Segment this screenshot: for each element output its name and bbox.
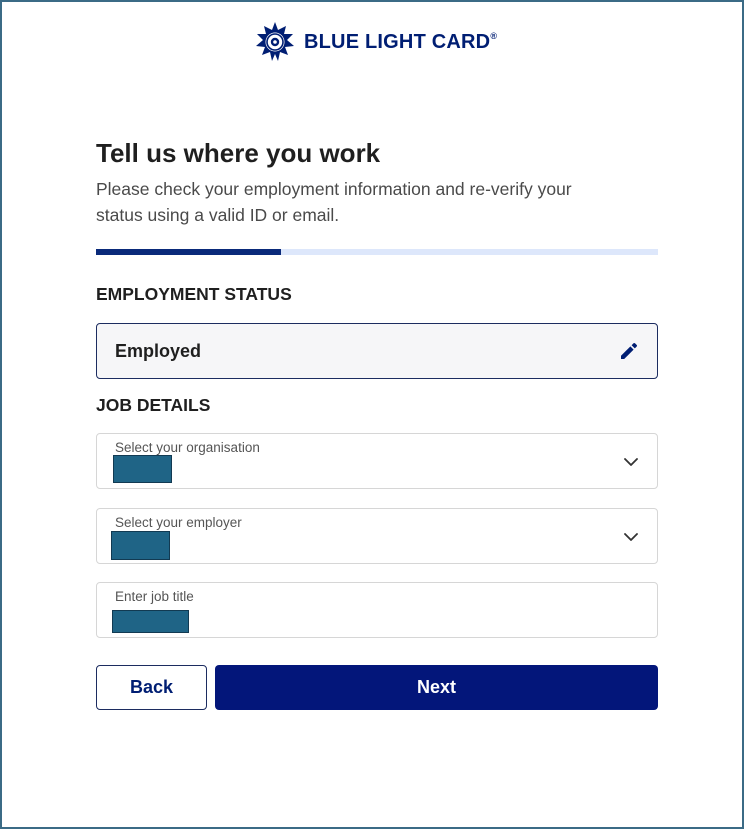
chevron-down-icon[interactable]	[623, 529, 639, 545]
blue-light-card-logo[interactable]	[254, 20, 497, 64]
progress-bar	[96, 249, 658, 255]
employer-select-label: Select your employer	[115, 515, 242, 530]
page-title: Tell us where you work	[96, 138, 381, 168]
brand-name: BLUE LIGHT CARD	[304, 30, 491, 53]
employment-status-heading: EMPLOYMENT STATUS	[96, 284, 292, 304]
redacted-employer-value	[111, 531, 170, 560]
redacted-organisation-value	[113, 455, 172, 483]
organisation-select[interactable]	[96, 433, 658, 489]
employer-select[interactable]	[96, 508, 658, 564]
page-subtitle	[96, 176, 658, 228]
next-button[interactable]: Next	[215, 665, 658, 710]
job-title-input-label: Enter job title	[115, 589, 194, 604]
subtitle-line-1: Please check your employment information and re-verify your	[96, 179, 572, 199]
page-header	[96, 136, 658, 228]
pencil-icon[interactable]	[619, 341, 639, 361]
job-title-input[interactable]	[96, 582, 658, 638]
chevron-down-icon[interactable]	[623, 454, 639, 470]
employment-status-value: Employed	[115, 340, 202, 361]
subtitle-line-2: status using a valid ID or email.	[96, 205, 340, 225]
progress-bar-fill	[96, 249, 281, 255]
job-details-heading: JOB DETAILS	[96, 395, 211, 415]
star-emblem-icon	[254, 21, 296, 63]
back-button[interactable]: Back	[96, 665, 207, 710]
employment-status-field[interactable]	[96, 323, 658, 379]
organisation-select-label: Select your organisation	[115, 440, 260, 455]
redacted-job-title-value	[112, 610, 189, 633]
registered-mark: ®	[490, 30, 498, 41]
